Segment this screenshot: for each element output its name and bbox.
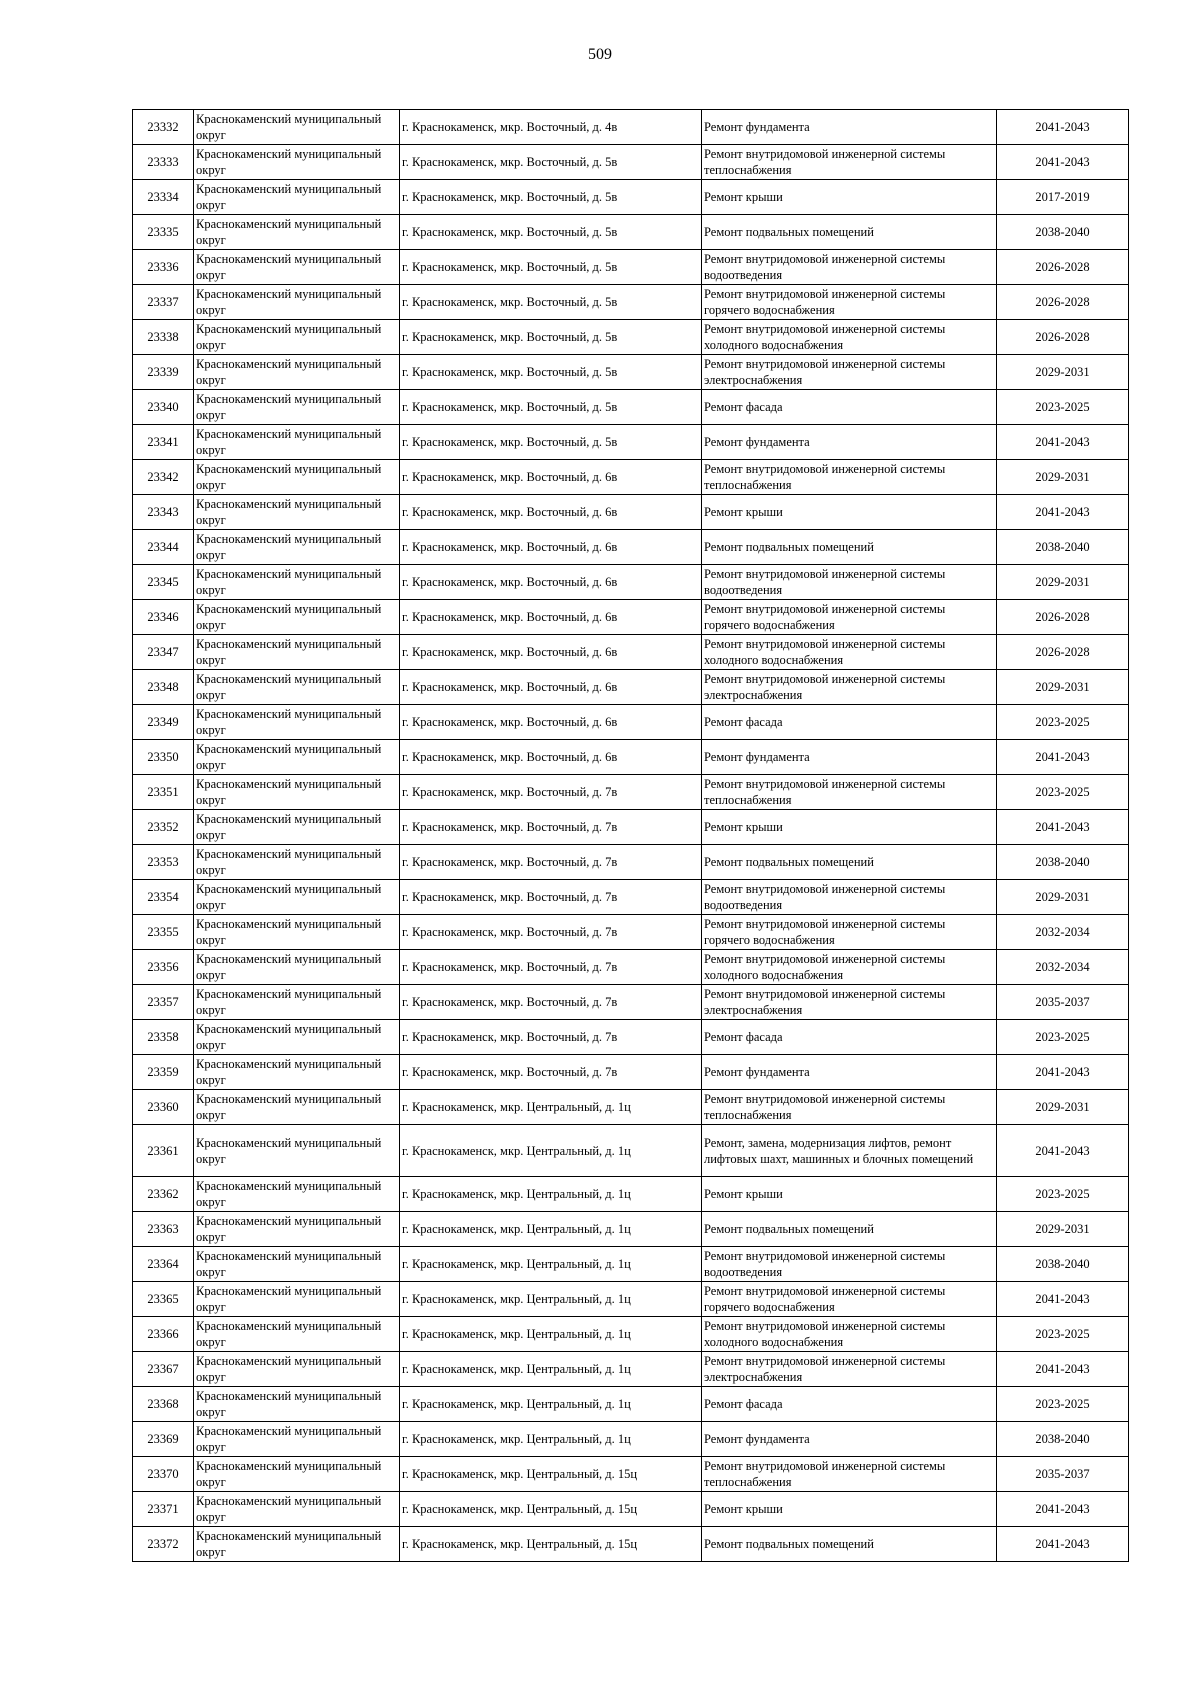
municipality-cell: Краснокаменский муниципальный округ xyxy=(194,810,400,845)
municipality-cell: Краснокаменский муниципальный округ xyxy=(194,1492,400,1527)
address-cell: г. Краснокаменск, мкр. Восточный, д. 7в xyxy=(400,845,702,880)
municipality-cell: Краснокаменский муниципальный округ xyxy=(194,670,400,705)
work-type-cell: Ремонт внутридомовой инженерной системы теплоснабжения xyxy=(702,145,997,180)
municipality-cell: Краснокаменский муниципальный округ xyxy=(194,705,400,740)
row-number: 23335 xyxy=(133,215,194,250)
municipality-cell: Краснокаменский муниципальный округ xyxy=(194,1055,400,1090)
municipality-cell: Краснокаменский муниципальный округ xyxy=(194,635,400,670)
row-number: 23337 xyxy=(133,285,194,320)
address-cell: г. Краснокаменск, мкр. Восточный, д. 5в xyxy=(400,145,702,180)
municipality-cell: Краснокаменский муниципальный округ xyxy=(194,355,400,390)
row-number: 23353 xyxy=(133,845,194,880)
address-cell: г. Краснокаменск, мкр. Восточный, д. 5в xyxy=(400,180,702,215)
period-cell: 2029-2031 xyxy=(997,1090,1129,1125)
table-row xyxy=(133,320,1129,355)
row-number: 23349 xyxy=(133,705,194,740)
address-cell: г. Краснокаменск, мкр. Центральный, д. 1ц xyxy=(400,1422,702,1457)
period-cell: 2041-2043 xyxy=(997,110,1129,145)
address-cell: г. Краснокаменск, мкр. Восточный, д. 7в xyxy=(400,950,702,985)
period-cell: 2041-2043 xyxy=(997,1492,1129,1527)
period-cell: 2023-2025 xyxy=(997,1177,1129,1212)
municipality-cell: Краснокаменский муниципальный округ xyxy=(194,495,400,530)
table-row xyxy=(133,250,1129,285)
row-number: 23372 xyxy=(133,1527,194,1562)
table-row xyxy=(133,1457,1129,1492)
row-number: 23363 xyxy=(133,1212,194,1247)
table-row xyxy=(133,1352,1129,1387)
period-cell: 2023-2025 xyxy=(997,775,1129,810)
table-row xyxy=(133,1125,1129,1177)
row-number: 23367 xyxy=(133,1352,194,1387)
municipality-cell: Краснокаменский муниципальный округ xyxy=(194,285,400,320)
work-type-cell: Ремонт внутридомовой инженерной системы электроснабжения xyxy=(702,985,997,1020)
work-type-cell: Ремонт внутридомовой инженерной системы горячего водоснабжения xyxy=(702,1282,997,1317)
table-row xyxy=(133,1317,1129,1352)
work-type-cell: Ремонт фундамента xyxy=(702,110,997,145)
table-row xyxy=(133,565,1129,600)
work-type-cell: Ремонт подвальных помещений xyxy=(702,845,997,880)
address-cell: г. Краснокаменск, мкр. Восточный, д. 5в xyxy=(400,250,702,285)
municipality-cell: Краснокаменский муниципальный округ xyxy=(194,1125,400,1177)
work-type-cell: Ремонт внутридомовой инженерной системы холодного водоснабжения xyxy=(702,950,997,985)
period-cell: 2038-2040 xyxy=(997,845,1129,880)
period-cell: 2038-2040 xyxy=(997,215,1129,250)
municipality-cell: Краснокаменский муниципальный округ xyxy=(194,915,400,950)
work-type-cell: Ремонт фундамента xyxy=(702,1422,997,1457)
municipality-cell: Краснокаменский муниципальный округ xyxy=(194,1422,400,1457)
row-number: 23354 xyxy=(133,880,194,915)
municipality-cell: Краснокаменский муниципальный округ xyxy=(194,1387,400,1422)
table-row xyxy=(133,775,1129,810)
municipality-cell: Краснокаменский муниципальный округ xyxy=(194,740,400,775)
municipality-cell: Краснокаменский муниципальный округ xyxy=(194,390,400,425)
work-type-cell: Ремонт внутридомовой инженерной системы водоотведения xyxy=(702,1247,997,1282)
table-row xyxy=(133,285,1129,320)
address-cell: г. Краснокаменск, мкр. Восточный, д. 6в xyxy=(400,565,702,600)
municipality-cell: Краснокаменский муниципальный округ xyxy=(194,880,400,915)
municipality-cell: Краснокаменский муниципальный округ xyxy=(194,180,400,215)
row-number: 23351 xyxy=(133,775,194,810)
municipality-cell: Краснокаменский муниципальный округ xyxy=(194,530,400,565)
work-type-cell: Ремонт фасада xyxy=(702,390,997,425)
work-type-cell: Ремонт фасада xyxy=(702,1387,997,1422)
row-number: 23340 xyxy=(133,390,194,425)
address-cell: г. Краснокаменск, мкр. Восточный, д. 6в xyxy=(400,670,702,705)
row-number: 23347 xyxy=(133,635,194,670)
row-number: 23364 xyxy=(133,1247,194,1282)
table-row xyxy=(133,635,1129,670)
address-cell: г. Краснокаменск, мкр. Центральный, д. 1ц xyxy=(400,1317,702,1352)
municipality-cell: Краснокаменский муниципальный округ xyxy=(194,1352,400,1387)
municipality-cell: Краснокаменский муниципальный округ xyxy=(194,600,400,635)
table-row xyxy=(133,1177,1129,1212)
table-row xyxy=(133,1422,1129,1457)
work-type-cell: Ремонт внутридомовой инженерной системы теплоснабжения xyxy=(702,1090,997,1125)
table-row xyxy=(133,1055,1129,1090)
row-number: 23360 xyxy=(133,1090,194,1125)
address-cell: г. Краснокаменск, мкр. Центральный, д. 15ц xyxy=(400,1457,702,1492)
work-type-cell: Ремонт крыши xyxy=(702,1492,997,1527)
table-row xyxy=(133,355,1129,390)
municipality-cell: Краснокаменский муниципальный округ xyxy=(194,425,400,460)
row-number: 23361 xyxy=(133,1125,194,1177)
period-cell: 2026-2028 xyxy=(997,250,1129,285)
table-row xyxy=(133,110,1129,145)
row-number: 23336 xyxy=(133,250,194,285)
address-cell: г. Краснокаменск, мкр. Центральный, д. 1ц xyxy=(400,1090,702,1125)
period-cell: 2041-2043 xyxy=(997,740,1129,775)
municipality-cell: Краснокаменский муниципальный округ xyxy=(194,320,400,355)
municipality-cell: Краснокаменский муниципальный округ xyxy=(194,845,400,880)
period-cell: 2029-2031 xyxy=(997,1212,1129,1247)
work-type-cell: Ремонт внутридомовой инженерной системы горячего водоснабжения xyxy=(702,915,997,950)
address-cell: г. Краснокаменск, мкр. Восточный, д. 7в xyxy=(400,985,702,1020)
work-type-cell: Ремонт фундамента xyxy=(702,740,997,775)
row-number: 23357 xyxy=(133,985,194,1020)
work-type-cell: Ремонт внутридомовой инженерной системы водоотведения xyxy=(702,880,997,915)
work-type-cell: Ремонт внутридомовой инженерной системы горячего водоснабжения xyxy=(702,600,997,635)
address-cell: г. Краснокаменск, мкр. Восточный, д. 6в xyxy=(400,495,702,530)
work-type-cell: Ремонт крыши xyxy=(702,810,997,845)
municipality-cell: Краснокаменский муниципальный округ xyxy=(194,950,400,985)
table-row xyxy=(133,1247,1129,1282)
address-cell: г. Краснокаменск, мкр. Центральный, д. 1ц xyxy=(400,1282,702,1317)
work-type-cell: Ремонт внутридомовой инженерной системы теплоснабжения xyxy=(702,775,997,810)
period-cell: 2041-2043 xyxy=(997,425,1129,460)
period-cell: 2041-2043 xyxy=(997,1055,1129,1090)
table-row xyxy=(133,1492,1129,1527)
row-number: 23355 xyxy=(133,915,194,950)
table-row xyxy=(133,845,1129,880)
work-type-cell: Ремонт внутридомовой инженерной системы электроснабжения xyxy=(702,670,997,705)
row-number: 23334 xyxy=(133,180,194,215)
period-cell: 2041-2043 xyxy=(997,1527,1129,1562)
work-type-cell: Ремонт внутридомовой инженерной системы электроснабжения xyxy=(702,355,997,390)
period-cell: 2023-2025 xyxy=(997,1387,1129,1422)
address-cell: г. Краснокаменск, мкр. Восточный, д. 7в xyxy=(400,810,702,845)
address-cell: г. Краснокаменск, мкр. Восточный, д. 5в xyxy=(400,285,702,320)
municipality-cell: Краснокаменский муниципальный округ xyxy=(194,1177,400,1212)
municipality-cell: Краснокаменский муниципальный округ xyxy=(194,1282,400,1317)
period-cell: 2026-2028 xyxy=(997,320,1129,355)
period-cell: 2041-2043 xyxy=(997,1352,1129,1387)
table-row xyxy=(133,390,1129,425)
table-row xyxy=(133,600,1129,635)
repair-schedule-table xyxy=(132,109,1129,1562)
municipality-cell: Краснокаменский муниципальный округ xyxy=(194,215,400,250)
period-cell: 2032-2034 xyxy=(997,950,1129,985)
table-row xyxy=(133,880,1129,915)
period-cell: 2026-2028 xyxy=(997,600,1129,635)
municipality-cell: Краснокаменский муниципальный округ xyxy=(194,565,400,600)
period-cell: 2023-2025 xyxy=(997,390,1129,425)
municipality-cell: Краснокаменский муниципальный округ xyxy=(194,1247,400,1282)
work-type-cell: Ремонт внутридомовой инженерной системы водоотведения xyxy=(702,250,997,285)
period-cell: 2041-2043 xyxy=(997,810,1129,845)
row-number: 23368 xyxy=(133,1387,194,1422)
address-cell: г. Краснокаменск, мкр. Центральный, д. 1ц xyxy=(400,1177,702,1212)
row-number: 23339 xyxy=(133,355,194,390)
work-type-cell: Ремонт подвальных помещений xyxy=(702,530,997,565)
address-cell: г. Краснокаменск, мкр. Центральный, д. 1ц xyxy=(400,1247,702,1282)
row-number: 23366 xyxy=(133,1317,194,1352)
table-row xyxy=(133,705,1129,740)
period-cell: 2017-2019 xyxy=(997,180,1129,215)
work-type-cell: Ремонт крыши xyxy=(702,495,997,530)
row-number: 23333 xyxy=(133,145,194,180)
work-type-cell: Ремонт внутридомовой инженерной системы теплоснабжения xyxy=(702,460,997,495)
address-cell: г. Краснокаменск, мкр. Восточный, д. 6в xyxy=(400,740,702,775)
row-number: 23371 xyxy=(133,1492,194,1527)
table-row xyxy=(133,915,1129,950)
work-type-cell: Ремонт фасада xyxy=(702,705,997,740)
table-row xyxy=(133,1020,1129,1055)
table-row xyxy=(133,1387,1129,1422)
address-cell: г. Краснокаменск, мкр. Центральный, д. 15ц xyxy=(400,1492,702,1527)
work-type-cell: Ремонт крыши xyxy=(702,180,997,215)
period-cell: 2023-2025 xyxy=(997,1020,1129,1055)
municipality-cell: Краснокаменский муниципальный округ xyxy=(194,1212,400,1247)
table-row xyxy=(133,215,1129,250)
address-cell: г. Краснокаменск, мкр. Восточный, д. 5в xyxy=(400,215,702,250)
period-cell: 2041-2043 xyxy=(997,1282,1129,1317)
municipality-cell: Краснокаменский муниципальный округ xyxy=(194,460,400,495)
table-row xyxy=(133,1282,1129,1317)
work-type-cell: Ремонт подвальных помещений xyxy=(702,1212,997,1247)
table-row xyxy=(133,740,1129,775)
work-type-cell: Ремонт фундамента xyxy=(702,1055,997,1090)
period-cell: 2026-2028 xyxy=(997,635,1129,670)
work-type-cell: Ремонт крыши xyxy=(702,1177,997,1212)
address-cell: г. Краснокаменск, мкр. Восточный, д. 5в xyxy=(400,390,702,425)
address-cell: г. Краснокаменск, мкр. Восточный, д. 4в xyxy=(400,110,702,145)
address-cell: г. Краснокаменск, мкр. Восточный, д. 7в xyxy=(400,880,702,915)
row-number: 23359 xyxy=(133,1055,194,1090)
table-row xyxy=(133,495,1129,530)
work-type-cell: Ремонт внутридомовой инженерной системы холодного водоснабжения xyxy=(702,1317,997,1352)
address-cell: г. Краснокаменск, мкр. Восточный, д. 6в xyxy=(400,635,702,670)
period-cell: 2029-2031 xyxy=(997,565,1129,600)
period-cell: 2029-2031 xyxy=(997,880,1129,915)
municipality-cell: Краснокаменский муниципальный округ xyxy=(194,1020,400,1055)
table-row xyxy=(133,985,1129,1020)
address-cell: г. Краснокаменск, мкр. Восточный, д. 7в xyxy=(400,1020,702,1055)
address-cell: г. Краснокаменск, мкр. Восточный, д. 6в xyxy=(400,460,702,495)
work-type-cell: Ремонт внутридомовой инженерной системы теплоснабжения xyxy=(702,1457,997,1492)
period-cell: 2038-2040 xyxy=(997,530,1129,565)
period-cell: 2041-2043 xyxy=(997,495,1129,530)
address-cell: г. Краснокаменск, мкр. Центральный, д. 1ц xyxy=(400,1125,702,1177)
municipality-cell: Краснокаменский муниципальный округ xyxy=(194,110,400,145)
period-cell: 2032-2034 xyxy=(997,915,1129,950)
address-cell: г. Краснокаменск, мкр. Восточный, д. 5в xyxy=(400,425,702,460)
work-type-cell: Ремонт фундамента xyxy=(702,425,997,460)
address-cell: г. Краснокаменск, мкр. Восточный, д. 6в xyxy=(400,705,702,740)
period-cell: 2035-2037 xyxy=(997,1457,1129,1492)
period-cell: 2029-2031 xyxy=(997,670,1129,705)
period-cell: 2038-2040 xyxy=(997,1422,1129,1457)
period-cell: 2023-2025 xyxy=(997,1317,1129,1352)
row-number: 23344 xyxy=(133,530,194,565)
row-number: 23362 xyxy=(133,1177,194,1212)
work-type-cell: Ремонт фасада xyxy=(702,1020,997,1055)
period-cell: 2029-2031 xyxy=(997,355,1129,390)
address-cell: г. Краснокаменск, мкр. Восточный, д. 5в xyxy=(400,320,702,355)
table-row xyxy=(133,1212,1129,1247)
row-number: 23348 xyxy=(133,670,194,705)
row-number: 23343 xyxy=(133,495,194,530)
work-type-cell: Ремонт внутридомовой инженерной системы водоотведения xyxy=(702,565,997,600)
row-number: 23346 xyxy=(133,600,194,635)
period-cell: 2041-2043 xyxy=(997,145,1129,180)
row-number: 23338 xyxy=(133,320,194,355)
work-type-cell: Ремонт, замена, модернизация лифтов, ремонт лифтовых шахт, машинных и блочных помещений xyxy=(702,1125,997,1177)
table-row xyxy=(133,950,1129,985)
row-number: 23356 xyxy=(133,950,194,985)
table-row xyxy=(133,810,1129,845)
address-cell: г. Краснокаменск, мкр. Центральный, д. 15ц xyxy=(400,1527,702,1562)
row-number: 23370 xyxy=(133,1457,194,1492)
municipality-cell: Краснокаменский муниципальный округ xyxy=(194,1090,400,1125)
row-number: 23352 xyxy=(133,810,194,845)
work-type-cell: Ремонт подвальных помещений xyxy=(702,1527,997,1562)
period-cell: 2023-2025 xyxy=(997,705,1129,740)
period-cell: 2029-2031 xyxy=(997,460,1129,495)
table-body xyxy=(133,110,1129,1562)
municipality-cell: Краснокаменский муниципальный округ xyxy=(194,1457,400,1492)
municipality-cell: Краснокаменский муниципальный округ xyxy=(194,985,400,1020)
work-type-cell: Ремонт внутридомовой инженерной системы электроснабжения xyxy=(702,1352,997,1387)
table-row xyxy=(133,425,1129,460)
address-cell: г. Краснокаменск, мкр. Центральный, д. 1ц xyxy=(400,1212,702,1247)
address-cell: г. Краснокаменск, мкр. Восточный, д. 7в xyxy=(400,775,702,810)
table-row xyxy=(133,670,1129,705)
work-type-cell: Ремонт внутридомовой инженерной системы горячего водоснабжения xyxy=(702,285,997,320)
municipality-cell: Краснокаменский муниципальный округ xyxy=(194,1317,400,1352)
municipality-cell: Краснокаменский муниципальный округ xyxy=(194,145,400,180)
row-number: 23365 xyxy=(133,1282,194,1317)
row-number: 23358 xyxy=(133,1020,194,1055)
row-number: 23345 xyxy=(133,565,194,600)
table-row xyxy=(133,1527,1129,1562)
row-number: 23342 xyxy=(133,460,194,495)
row-number: 23369 xyxy=(133,1422,194,1457)
row-number: 23350 xyxy=(133,740,194,775)
table-row xyxy=(133,145,1129,180)
work-type-cell: Ремонт внутридомовой инженерной системы холодного водоснабжения xyxy=(702,635,997,670)
address-cell: г. Краснокаменск, мкр. Центральный, д. 1ц xyxy=(400,1352,702,1387)
address-cell: г. Краснокаменск, мкр. Восточный, д. 5в xyxy=(400,355,702,390)
municipality-cell: Краснокаменский муниципальный округ xyxy=(194,250,400,285)
work-type-cell: Ремонт внутридомовой инженерной системы холодного водоснабжения xyxy=(702,320,997,355)
page-number: 509 xyxy=(588,46,612,63)
period-cell: 2035-2037 xyxy=(997,985,1129,1020)
municipality-cell: Краснокаменский муниципальный округ xyxy=(194,775,400,810)
work-type-cell: Ремонт подвальных помещений xyxy=(702,215,997,250)
address-cell: г. Краснокаменск, мкр. Восточный, д. 7в xyxy=(400,915,702,950)
period-cell: 2026-2028 xyxy=(997,285,1129,320)
table-row xyxy=(133,1090,1129,1125)
row-number: 23341 xyxy=(133,425,194,460)
address-cell: г. Краснокаменск, мкр. Центральный, д. 1ц xyxy=(400,1387,702,1422)
address-cell: г. Краснокаменск, мкр. Восточный, д. 6в xyxy=(400,530,702,565)
period-cell: 2041-2043 xyxy=(997,1125,1129,1177)
table-row xyxy=(133,460,1129,495)
period-cell: 2038-2040 xyxy=(997,1247,1129,1282)
address-cell: г. Краснокаменск, мкр. Восточный, д. 7в xyxy=(400,1055,702,1090)
table-row xyxy=(133,530,1129,565)
table-row xyxy=(133,180,1129,215)
municipality-cell: Краснокаменский муниципальный округ xyxy=(194,1527,400,1562)
address-cell: г. Краснокаменск, мкр. Восточный, д. 6в xyxy=(400,600,702,635)
row-number: 23332 xyxy=(133,110,194,145)
